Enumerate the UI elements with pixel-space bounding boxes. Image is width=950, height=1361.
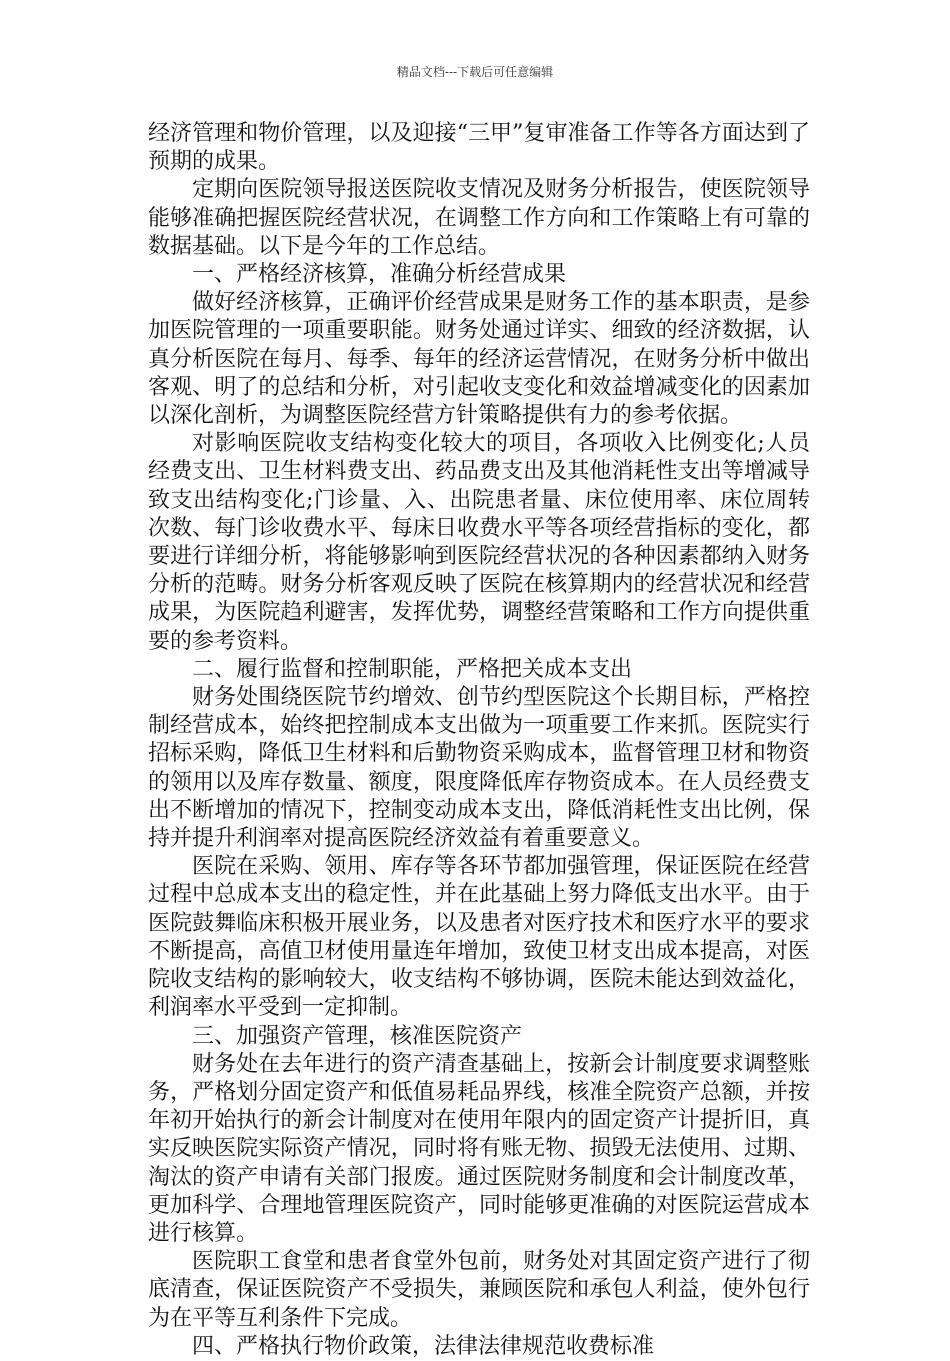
document-body xyxy=(148,120,810,1361)
paragraph-asset-check: 财务处在去年进行的资产清查基础上，按新会计制度要求调整账务，严格划分固定资产和低值易耗品界线，核准全院资产总额，并按年初开始执行的新会计制度对在使用年限内的固定资产计提折旧，真实反映医院实际资产情况，同时将有账无物、损毁无法使用、过期、淘汰的资产申请有关部门报废。通过医院财务制度和会计制度改革，更加科学、合理地管理医院资产，同时能够更准确的对医院运营成本进行核算。 xyxy=(148,1051,810,1246)
page-header: 精品文档---下载后可任意编辑 xyxy=(396,65,554,79)
section-heading-2: 二、履行监督和控制职能，严格把关成本支出 xyxy=(192,656,633,682)
section-heading-3: 三、加强资产管理，核准医院资产 xyxy=(192,1023,523,1049)
paragraph-accounting-duty: 做好经济核算，正确评价经营成果是财务工作的基本职责，是参加医院管理的一项重要职能。财务处通过详实、细致的经济数据，认真分析医院在每月、每季、每年的经济运营情况，在财务分析中做出客观、明了的总结和分析，对引起收支变化和效益增减变化的因素加以深化剖析，为调整医院经营方针策略提供有力的参考依据。 xyxy=(148,290,810,429)
paragraph-canteen: 医院职工食堂和患者食堂外包前，财务处对其固定资产进行了彻底清查，保证医院资产不受损失，兼顾医院和承包人利益，使外包行为在平等互利条件下完成。 xyxy=(148,1249,810,1331)
paragraph-intro: 定期向医院领导报送医院收支情况及财务分析报告，使医院领导能够准确把握医院经营状况，在调整工作方向和工作策略上有可靠的数据基础。以下是今年的工作总结。 xyxy=(148,177,810,259)
section-heading-1: 一、严格经济核算，准确分析经营成果 xyxy=(192,262,567,288)
paragraph-structure-analysis: 对影响医院收支结构变化较大的项目，各项收入比例变化;人员经费支出、卫生材料费支出、药品费支出及其他消耗性支出等增减导致支出结构变化;门诊量、入、出院患者量、床位使用率、床位周转次数、每门诊收费水平、每床日收费水平等各项经营指标的变化，都要进行详细分析，将能够影响到医院经营状况的各种因素都纳入财务分析的范畴。财务分析客观反映了医院在核算期内的经营状况和经营成果，为医院趋利避害，发挥优势，调整经营策略和工作方向提供重要的参考资料。 xyxy=(148,431,810,654)
paragraph-cost-control: 财务处围绕医院节约增效、创节约型医院这个长期目标，严格控制经营成本，始终把控制成本支出做为一项重要工作来抓。医院实行招标采购，降低卫生材料和后勤物资采购成本，监督管理卫材和物资的领用以及库存数量、额度，限度降低库存物资成本。在人员经费支出不断增加的情况下，控制变动成本支出，降低消耗性支出比例，保持并提升利润率对提高医院经济效益有着重要意义。 xyxy=(148,685,810,852)
paragraph-continued: 经济管理和物价管理，以及迎接“三甲”复审准备工作等各方面达到了预期的成果。 xyxy=(148,121,810,175)
paragraph-procurement: 医院在采购、领用、库存等各环节都加强管理，保证医院在经营过程中总成本支出的稳定性，并在此基础上努力降低支出水平。由于医院鼓舞临床积极开展业务，以及患者对医疗技术和医疗水平的要求不断提高，高值卫材使用量连年增加，致使卫材支出成本提高，对医院收支结构的影响较大，收支结构不够协调，医院未能达到效益化，利润率水平受到一定抑制。 xyxy=(148,854,810,1021)
section-heading-4: 四、严格执行物价政策，法律法律规范收费标准 xyxy=(192,1333,655,1359)
